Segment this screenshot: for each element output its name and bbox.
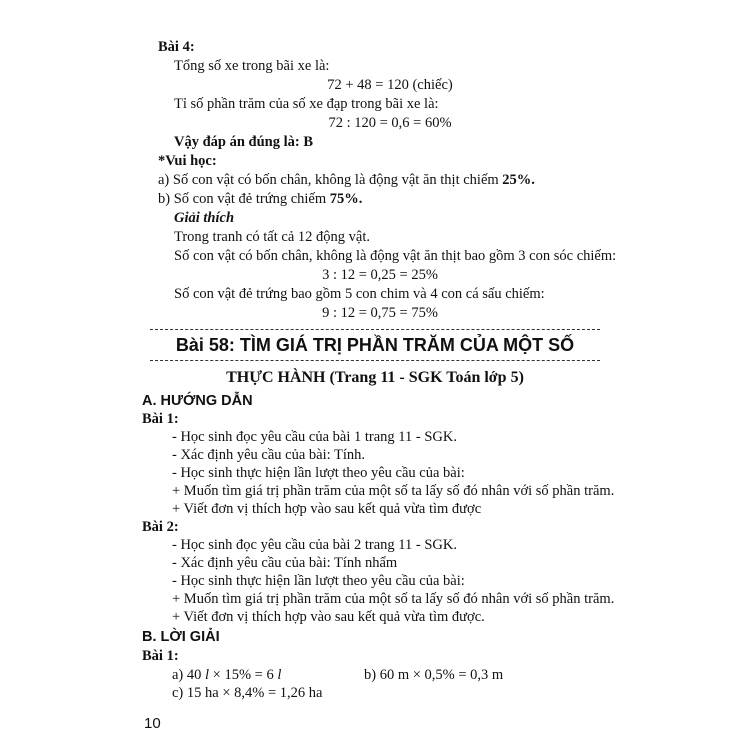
- lg-bai1-a-unit: l: [205, 667, 210, 683]
- giaithich-title: Giải thích: [174, 210, 235, 226]
- hd-bai1-title: Bài 1:: [142, 411, 179, 427]
- giaithich-line1: Trong tranh có tất cả 12 động vật.: [174, 229, 370, 245]
- bai4-answer: Vậy đáp án đúng là: B: [174, 134, 314, 150]
- hd-bai2-line: - Xác định yêu cầu của bài: Tính nhẩm: [172, 555, 398, 571]
- lg-bai1-a-unit: l: [277, 667, 282, 683]
- vuihoc-b: [158, 190, 362, 208]
- hd-bai1-line: - Học sinh đọc yêu cầu của bài 1 trang 11 - SGK.: [172, 429, 457, 445]
- divider-bottom: [150, 360, 600, 361]
- hd-bai2-line: - Học sinh đọc yêu cầu của bài 2 trang 11 - SGK.: [172, 537, 457, 553]
- hd-bai2-line: + Muốn tìm giá trị phần trăm của một số ta lấy số đó nhân với số phần trăm.: [172, 591, 615, 607]
- vuihoc-title: *Vui học:: [158, 153, 217, 169]
- section-b-heading: B. LỜI GIẢI: [142, 629, 220, 645]
- lg-bai1-a-mid: × 15% = 6: [209, 667, 278, 683]
- lg-bai1-a-prefix: a) 40: [172, 667, 206, 683]
- hd-bai2-title: Bài 2:: [142, 519, 179, 535]
- hd-bai2-line: + Viết đơn vị thích hợp vào sau kết quả vừa tìm được.: [172, 609, 485, 625]
- lg-bai1-c: c) 15 ha × 8,4% = 1,26 ha: [172, 685, 323, 701]
- bai4-line2: Tỉ số phần trăm của số xe đạp trong bãi xe là:: [174, 96, 439, 112]
- hd-bai1-line: - Học sinh thực hiện lần lượt theo yêu cầu của bài:: [172, 465, 465, 481]
- section-a-heading: A. HƯỚNG DẪN: [142, 393, 253, 409]
- giaithich-eq1: 3 : 12 = 0,25 = 25%: [322, 267, 438, 283]
- page-number: 10: [144, 715, 161, 732]
- lesson-subtitle: THỰC HÀNH (Trang 11 - SGK Toán lớp 5): [226, 369, 524, 386]
- giaithich-eq2: 9 : 12 = 0,75 = 75%: [322, 305, 438, 321]
- lg-bai1-a: [172, 666, 281, 684]
- vuihoc-a-text: a) Số con vật có bốn chân, không là động vật ăn thịt chiếm: [158, 172, 503, 188]
- giaithich-line2: Số con vật có bốn chân, không là động vật ăn thịt bao gồm 3 con sóc chiếm:: [174, 248, 617, 264]
- bai4-eq1: 72 + 48 = 120 (chiếc): [327, 77, 453, 93]
- hd-bai1-line: - Xác định yêu cầu của bài: Tính.: [172, 447, 365, 463]
- bai4-eq2: 72 : 120 = 0,6 = 60%: [328, 115, 452, 131]
- lesson-title: Bài 58: TÌM GIÁ TRỊ PHẦN TRĂM CỦA MỘT SỐ: [175, 335, 575, 355]
- bai4-title: Bài 4:: [158, 39, 195, 55]
- hd-bai1-line: + Muốn tìm giá trị phần trăm của một số ta lấy số đó nhân với số phần trăm.: [172, 483, 615, 499]
- giaithich-line3: Số con vật đẻ trứng bao gồm 5 con chim và 4 con cá sấu chiếm:: [174, 286, 545, 302]
- divider-top: [150, 329, 600, 330]
- vuihoc-b-value: 75%.: [329, 191, 363, 207]
- vuihoc-a-value: 25%.: [502, 172, 535, 188]
- vuihoc-a: [158, 171, 535, 189]
- bai4-line1: Tổng số xe trong bãi xe là:: [174, 58, 330, 74]
- lg-bai1-title: Bài 1:: [142, 648, 179, 664]
- lg-bai1-b: b) 60 m × 0,5% = 0,3 m: [364, 667, 504, 683]
- hd-bai2-line: - Học sinh thực hiện lần lượt theo yêu cầu của bài:: [172, 573, 465, 589]
- hd-bai1-line: + Viết đơn vị thích hợp vào sau kết quả vừa tìm được: [172, 501, 482, 517]
- vuihoc-b-text: b) Số con vật đẻ trứng chiếm: [158, 191, 330, 207]
